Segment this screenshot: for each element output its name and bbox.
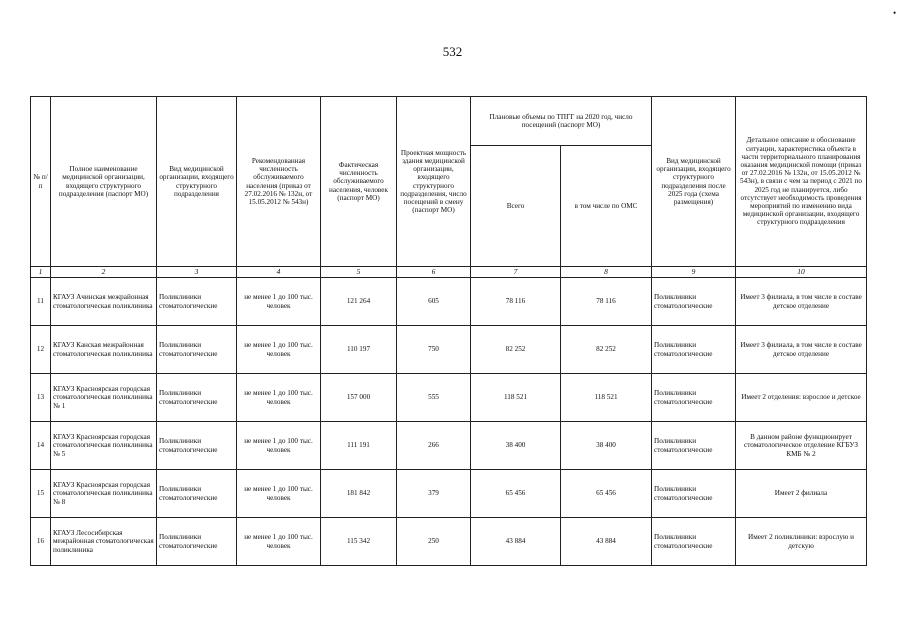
row-number: 12 bbox=[31, 326, 51, 374]
table-row bbox=[31, 326, 867, 374]
table-row bbox=[31, 518, 867, 566]
recommended-population: не менее 1 до 100 тыс. человек bbox=[237, 278, 321, 326]
row-number: 15 bbox=[31, 470, 51, 518]
header-planned-volumes: Плановые объемы по ТПГГ на 2020 год, число посещений (паспорт МО) bbox=[471, 97, 652, 146]
planned-total: 118 521 bbox=[471, 374, 561, 422]
planned-total: 65 456 bbox=[471, 470, 561, 518]
description: Имеет 2 филиала bbox=[736, 470, 867, 518]
design-capacity: 250 bbox=[397, 518, 471, 566]
header-org-type: Вид медицинской организации, входящего структурного подразделения bbox=[157, 97, 237, 267]
description: В данном районе функционирует стоматологическое отделение КГБУЗ КМБ № 2 bbox=[736, 422, 867, 470]
recommended-population: не менее 1 до 100 тыс. человек bbox=[237, 326, 321, 374]
corner-mark: • bbox=[893, 8, 897, 18]
actual-population: 181 842 bbox=[321, 470, 397, 518]
column-number: 9 bbox=[652, 267, 736, 278]
org-name: КГАУЗ Красноярская городская стоматологическая поликлиника № 5 bbox=[51, 422, 157, 470]
design-capacity: 605 bbox=[397, 278, 471, 326]
header-org-name: Полное наименование медицинской организации, входящего структурного подразделения (паспорт МО) bbox=[51, 97, 157, 267]
org-type: Поликлиники стоматологические bbox=[157, 470, 237, 518]
table-row bbox=[31, 470, 867, 518]
header-total: Всего bbox=[471, 146, 561, 267]
table-row bbox=[31, 374, 867, 422]
description: Имеет 3 филиала, в том числе в составе детское отделение bbox=[736, 278, 867, 326]
actual-population: 110 197 bbox=[321, 326, 397, 374]
org-type: Поликлиники стоматологические bbox=[157, 518, 237, 566]
column-number: 2 bbox=[51, 267, 157, 278]
org-name: КГАУЗ Красноярская городская стоматологическая поликлиника № 8 bbox=[51, 470, 157, 518]
planned-total: 43 884 bbox=[471, 518, 561, 566]
recommended-population: не менее 1 до 100 тыс. человек bbox=[237, 518, 321, 566]
column-number: 10 bbox=[736, 267, 867, 278]
org-name: КГАУЗ Лесосибирская межрайонная стоматологическая поликлиника bbox=[51, 518, 157, 566]
design-capacity: 555 bbox=[397, 374, 471, 422]
type-after-2025: Поликлиники стоматологические bbox=[652, 470, 736, 518]
design-capacity: 266 bbox=[397, 422, 471, 470]
type-after-2025: Поликлиники стоматологические bbox=[652, 422, 736, 470]
org-name: КГАУЗ Канская межрайонная стоматологическая поликлиника bbox=[51, 326, 157, 374]
planned-oms: 38 400 bbox=[561, 422, 652, 470]
type-after-2025: Поликлиники стоматологические bbox=[652, 374, 736, 422]
type-after-2025: Поликлиники стоматологические bbox=[652, 518, 736, 566]
header-recommended-population: Рекомендованная численность обслуживаемого населения (приказ от 27.02.2016 № 132н, от 15.05.2012 № 543н) bbox=[237, 97, 321, 267]
column-number: 1 bbox=[31, 267, 51, 278]
recommended-population: не менее 1 до 100 тыс. человек bbox=[237, 374, 321, 422]
header-design-capacity: Проектная мощность здания медицинской организации, входящего структурного подразделения, число посещений в смену (паспорт МО) bbox=[397, 97, 471, 267]
org-name: КГАУЗ Красноярская городская стоматологическая поликлиника № 1 bbox=[51, 374, 157, 422]
org-type: Поликлиники стоматологические bbox=[157, 326, 237, 374]
planned-total: 82 252 bbox=[471, 326, 561, 374]
row-number: 13 bbox=[31, 374, 51, 422]
recommended-population: не менее 1 до 100 тыс. человек bbox=[237, 422, 321, 470]
column-number: 3 bbox=[157, 267, 237, 278]
actual-population: 115 342 bbox=[321, 518, 397, 566]
description: Имеет 2 поликлиники: взрослую и детскую bbox=[736, 518, 867, 566]
planned-oms: 65 456 bbox=[561, 470, 652, 518]
row-number: 14 bbox=[31, 422, 51, 470]
table-row bbox=[31, 422, 867, 470]
org-type: Поликлиники стоматологические bbox=[157, 278, 237, 326]
table-row bbox=[31, 278, 867, 326]
header-number: № п/п bbox=[31, 97, 51, 267]
planned-total: 78 116 bbox=[471, 278, 561, 326]
planned-oms: 43 884 bbox=[561, 518, 652, 566]
column-number: 7 bbox=[471, 267, 561, 278]
actual-population: 121 264 bbox=[321, 278, 397, 326]
design-capacity: 750 bbox=[397, 326, 471, 374]
row-number: 16 bbox=[31, 518, 51, 566]
description: Имеет 3 филиала, в том числе в составе детское отделение bbox=[736, 326, 867, 374]
org-type: Поликлиники стоматологические bbox=[157, 422, 237, 470]
column-number-row bbox=[31, 267, 867, 278]
page-number: 532 bbox=[442, 44, 463, 59]
design-capacity: 379 bbox=[397, 470, 471, 518]
header-oms: в том числе по ОМС bbox=[561, 146, 652, 267]
planned-total: 38 400 bbox=[471, 422, 561, 470]
type-after-2025: Поликлиники стоматологические bbox=[652, 326, 736, 374]
facilities-table bbox=[30, 96, 867, 566]
column-number: 5 bbox=[321, 267, 397, 278]
description: Имеет 2 отделения: взрослое и детское bbox=[736, 374, 867, 422]
header-row bbox=[31, 97, 867, 146]
org-type: Поликлиники стоматологические bbox=[157, 374, 237, 422]
header-description: Детальное описание и обоснование ситуации, характеристика объекта в части территориального планирования оказания медицинской помощи (приказ от 27.02.2016 № 132н, от 15.05.2012 № 543н), в связи с чем за период с 2021 по 2025 год не планируется, либо отсутствует необходимость проведения мероприятий по изменению вида медицинской организации, входящего структурного подразделения bbox=[736, 97, 867, 267]
header-actual-population: Фактическая численность обслуживаемого населения, человек (паспорт МО) bbox=[321, 97, 397, 267]
planned-oms: 118 521 bbox=[561, 374, 652, 422]
recommended-population: не менее 1 до 100 тыс. человек bbox=[237, 470, 321, 518]
column-number: 4 bbox=[237, 267, 321, 278]
column-number: 8 bbox=[561, 267, 652, 278]
column-number: 6 bbox=[397, 267, 471, 278]
actual-population: 157 000 bbox=[321, 374, 397, 422]
header-type-after-2025: Вид медицинской организации, входящего структурного подразделения после 2025 года (схема размещения) bbox=[652, 97, 736, 267]
planned-oms: 78 116 bbox=[561, 278, 652, 326]
planned-oms: 82 252 bbox=[561, 326, 652, 374]
type-after-2025: Поликлиники стоматологические bbox=[652, 278, 736, 326]
org-name: КГАУЗ Ачинская межрайонная стоматологическая поликлиника bbox=[51, 278, 157, 326]
actual-population: 111 191 bbox=[321, 422, 397, 470]
row-number: 11 bbox=[31, 278, 51, 326]
